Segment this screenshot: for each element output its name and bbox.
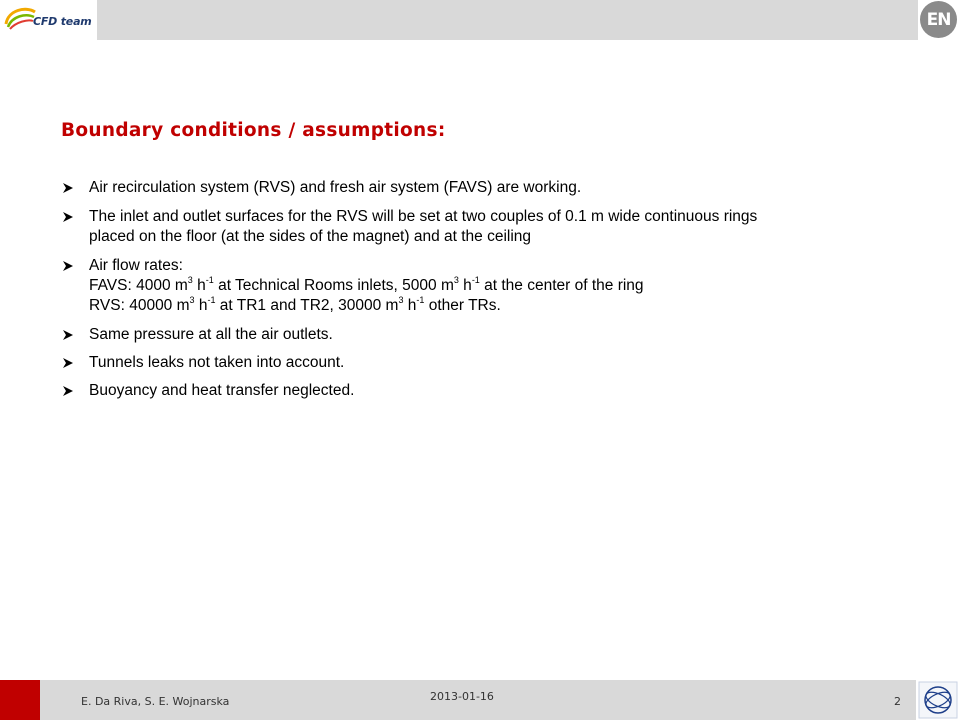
list-item: [62, 325, 912, 345]
list-item: [62, 256, 912, 316]
footer-red-block: [0, 680, 40, 720]
logo-text: CFD team: [33, 15, 92, 28]
footer-date: 2013-01-16: [430, 690, 494, 703]
arrow-bullet-icon: [62, 211, 74, 223]
bullet-text: Tunnels leaks not taken into account.: [89, 354, 345, 371]
arrow-bullet-icon: [62, 357, 74, 369]
en-badge: [918, 0, 960, 40]
arrow-bullet-icon: [62, 385, 74, 397]
list-item: [62, 178, 912, 198]
page-number: 2: [894, 695, 901, 708]
list-item: [62, 381, 912, 401]
cfd-team-logo: [0, 0, 97, 40]
bullet-text: The inlet and outlet surfaces for the RVS will be set at two couples of 0.1 m wide continuous rings: [89, 208, 758, 225]
assumption-list: [62, 178, 912, 401]
bullet-text: Air flow rates:: [89, 257, 183, 274]
bullet-text: Same pressure at all the air outlets.: [89, 326, 333, 343]
footer-author: E. Da Riva, S. E. Wojnarska: [81, 695, 230, 708]
list-item: [62, 207, 912, 247]
cern-logo-icon: [916, 680, 960, 720]
bullet-text: placed on the floor (at the sides of the magnet) and at the ceiling: [89, 228, 532, 245]
list-item: [62, 353, 912, 373]
bullet-text: Air recirculation system (RVS) and fresh air system (FAVS) are working.: [89, 179, 582, 196]
header-bar: [97, 0, 918, 40]
bullet-text: Buoyancy and heat transfer neglected.: [89, 382, 355, 399]
favs-flow-rate: FAVS: 4000 $m^3$ $h^{-1}$ at Technical Rooms inlets, 5000 $m^3$ $h^{-1}$ at the center of the ring: [89, 274, 644, 294]
cern-logo: [916, 680, 960, 720]
arrow-bullet-icon: [62, 182, 74, 194]
arrow-bullet-icon: [62, 329, 74, 341]
slide-title: Boundary conditions / assumptions:: [61, 120, 446, 141]
arrow-bullet-icon: [62, 260, 74, 272]
en-logo-icon: EN: [920, 1, 957, 38]
rvs-flow-rate: RVS: 40000 $m^3$ $h^{-1}$ at TR1 and TR2, 30000 $m^3$ $h^{-1}$ other TRs.: [89, 294, 501, 314]
